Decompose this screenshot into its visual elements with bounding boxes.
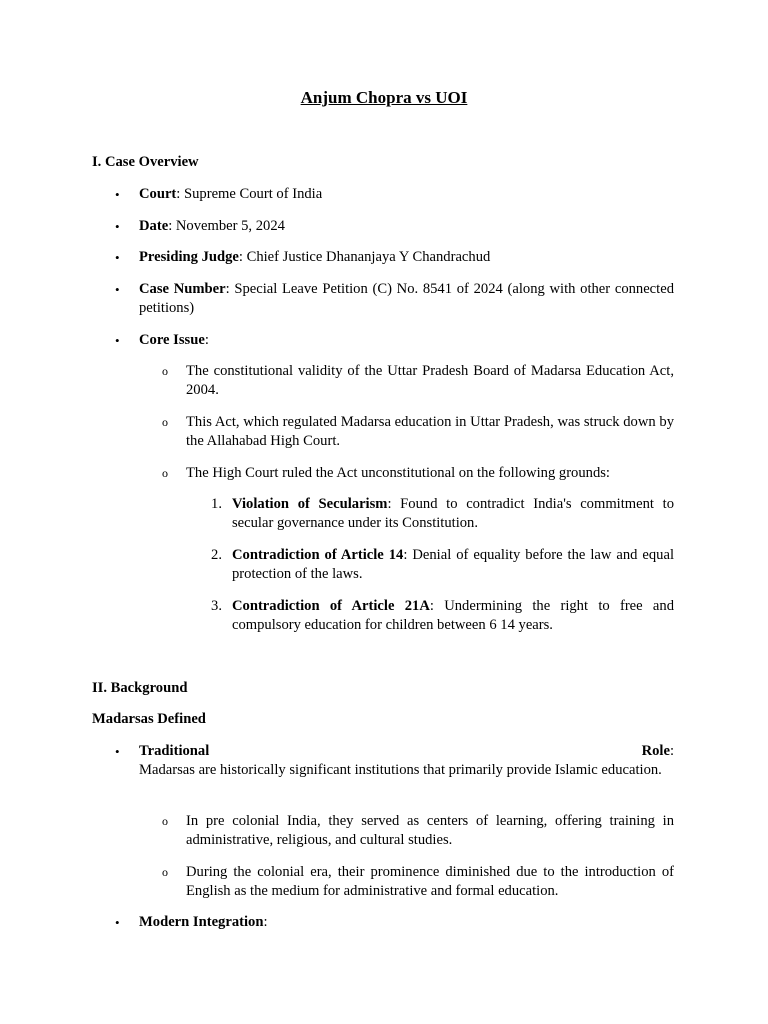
list-item-judge	[139, 248, 674, 267]
bullet-marker: •	[115, 250, 120, 265]
subheading-madarsas-defined: Madarsas Defined	[92, 711, 206, 727]
sub-item: The constitutional validity of the Uttar Pradesh Board of Madarsa Education Act, 2004.	[186, 363, 674, 398]
section-heading-case-overview: I. Case Overview	[92, 154, 199, 170]
item-value: : November 5, 2024	[168, 218, 285, 234]
section-heading-background: II. Background	[92, 680, 188, 696]
ground-item-secularism	[232, 495, 674, 533]
bullet-marker: •	[115, 282, 120, 297]
list-item-court	[139, 185, 674, 204]
item-label: Modern Integration	[139, 914, 264, 930]
bullet-marker: •	[115, 219, 120, 234]
sub-item: This Act, which regulated Madarsa education in Uttar Pradesh, was struck down by the Allahabad High Court.	[186, 414, 674, 449]
list-item-core-issue	[139, 331, 674, 350]
sub-bullet-marker: o	[162, 466, 168, 480]
ground-item-article-14	[232, 546, 674, 584]
list-item-case-number	[139, 280, 674, 318]
bullet-marker: •	[115, 744, 120, 759]
ground-item-article-21a	[232, 597, 674, 635]
item-value: :	[263, 914, 268, 930]
list-item-date	[139, 217, 674, 236]
sub-item: In pre colonial India, they served as centers of learning, offering training in administrative, religious, and cultural studies.	[186, 813, 674, 848]
list-item-modern-integration	[139, 913, 674, 932]
item-label-right: Role	[641, 743, 670, 759]
item-value: : Denial of equality before the law and equal protection of the laws.	[232, 547, 674, 582]
item-label-left: Traditional	[139, 743, 210, 759]
item-label: Contradiction of Article 21A	[232, 598, 430, 614]
document-title: Anjum Chopra vs UOI	[300, 88, 468, 107]
item-label: Violation of Secularism	[232, 496, 388, 512]
sub-item: The High Court ruled the Act unconstitutional on the following grounds:	[186, 465, 610, 481]
item-value: : Found to contradict India's commitment to secular governance under its Constitution.	[232, 496, 674, 531]
list-number: 2.	[211, 547, 222, 563]
sub-bullet-marker: o	[162, 364, 168, 378]
item-colon: :	[669, 743, 674, 759]
item-label: Date	[139, 218, 169, 234]
item-value: Madarsas are historically significant institutions that primarily provide Islamic education.	[139, 762, 662, 778]
item-value: : Special Leave Petition (C) No. 8541 of 2024 (along with other connected petitions)	[139, 281, 674, 316]
list-item-traditional-role	[139, 742, 674, 780]
item-value: : Supreme Court of India	[176, 186, 323, 202]
bullet-marker: •	[115, 333, 120, 348]
sub-bullet-marker: o	[162, 415, 168, 429]
item-value: : Undermining the right to free and compulsory education for children between 6 14 years.	[232, 598, 674, 633]
item-label: Core Issue	[139, 332, 205, 348]
bullet-marker: •	[115, 187, 120, 202]
list-number: 1.	[211, 496, 222, 512]
traditional-role-label-line	[139, 742, 674, 761]
item-label: Contradiction of Article 14	[232, 547, 404, 563]
bullet-marker: •	[115, 915, 120, 930]
item-value: : Chief Justice Dhananjaya Y Chandrachud	[238, 249, 491, 265]
sub-bullet-marker: o	[162, 865, 168, 879]
item-label: Case Number	[139, 281, 226, 297]
sub-item: During the colonial era, their prominence diminished due to the introduction of English as the medium for administrative and formal education.	[186, 864, 674, 899]
sub-bullet-marker: o	[162, 814, 168, 828]
list-number: 3.	[211, 598, 222, 614]
item-label: Presiding Judge	[139, 249, 239, 265]
item-label: Court	[139, 186, 177, 202]
item-value: :	[204, 332, 209, 348]
